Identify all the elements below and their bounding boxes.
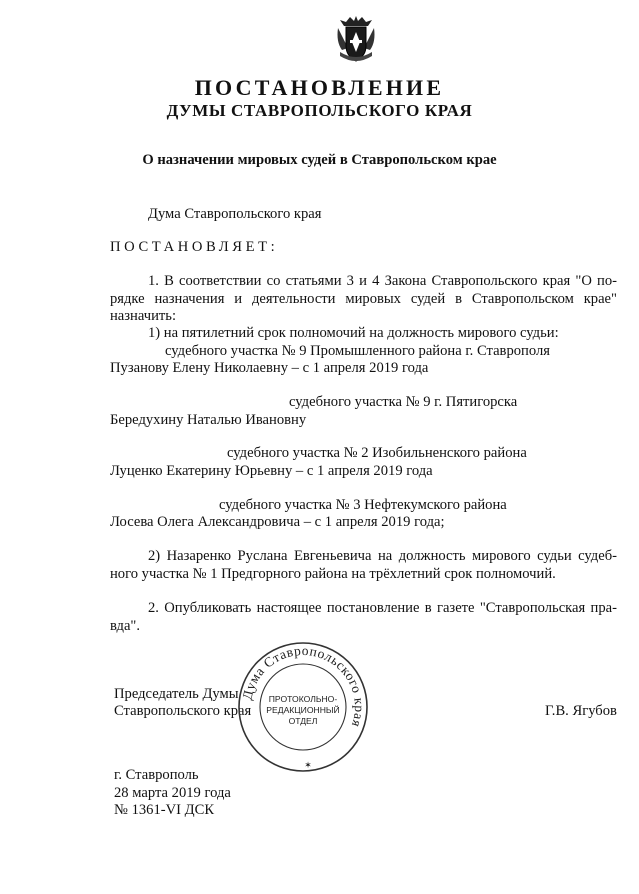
- preamble: Дума Ставропольского края: [148, 206, 322, 222]
- stamp-inner-line2: РЕДАКЦИОННЫЙ: [266, 705, 340, 715]
- item1-sub2-line1-text: 2) Назаренко Руслана Евгеньевича на должность мирового судьи судеб-: [148, 548, 617, 564]
- decree-heading: ПОСТАНОВЛЯЕТ:: [110, 239, 279, 255]
- item1-sub1: 1) на пятилетний срок полномочий на должность мирового судьи:: [148, 325, 559, 341]
- appointment-district: судебного участка № 3 Нефтекумского района: [219, 497, 507, 513]
- item2-line1-text: 2. Опубликовать настоящее постановление в газете "Ставропольская пра-: [148, 600, 617, 616]
- appointment-district: судебного участка № 9 г. Пятигорска: [289, 394, 518, 410]
- item1-line1-text: 1. В соответствии со статьями 3 и 4 Закона Ставропольского края "О по-: [148, 273, 617, 289]
- stamp-outer-text: Дума Ставропольского края: [239, 642, 368, 730]
- footer-city: г. Ставрополь: [114, 767, 199, 783]
- item1-sub2-line1: [110, 547, 617, 565]
- stamp-inner-line1: ПРОТОКОЛЬНО-: [268, 694, 338, 704]
- appointment-person: Луценко Екатерину Юрьевну – с 1 апреля 2019 года: [110, 463, 433, 479]
- item1-line1: [110, 272, 617, 290]
- item1-line2-text: рядке назначения и деятельности мировых судей в Ставропольском крае": [110, 291, 617, 307]
- footer-date: 28 марта 2019 года: [114, 785, 231, 801]
- stamp-star: ✶: [304, 760, 312, 770]
- document-subject: О назначении мировых судей в Ставропольском крае: [142, 152, 497, 168]
- signatory-position-line1: Председатель Думы: [114, 686, 239, 702]
- item1-line3: назначить:: [110, 308, 176, 324]
- appointment-person: Лосева Олега Александровича – с 1 апреля 2019 года;: [110, 514, 445, 530]
- signatory-name: Г.В. Ягубов: [545, 703, 617, 719]
- signatory-position-line2: Ставропольского края: [114, 703, 252, 719]
- coat-of-arms-emblem: [334, 12, 378, 66]
- item2-line2: вда".: [110, 618, 141, 634]
- document-subtitle: ДУМЫ СТАВРОПОЛЬСКОГО КРАЯ: [166, 101, 473, 120]
- appointment-district: судебного участка № 9 Промышленного района г. Ставрополя: [165, 343, 550, 359]
- appointment-district: судебного участка № 2 Изобильненского района: [227, 445, 527, 461]
- stamp-inner-line3: ОТДЕЛ: [288, 716, 318, 726]
- appointment-person: Пузанову Елену Николаевну – с 1 апреля 2019 года: [110, 360, 429, 376]
- official-stamp: [236, 640, 370, 774]
- appointment-person: Бередухину Наталью Ивановну: [110, 412, 307, 428]
- item1-line2: [110, 290, 617, 308]
- footer-number: № 1361-VI ДСК: [114, 802, 215, 818]
- document-title: ПОСТАНОВЛЕНИЕ: [194, 75, 445, 100]
- item2-line1: [110, 599, 617, 617]
- item1-sub2-line2: ного участка № 1 Предгорного района на трёхлетний срок полномочий.: [110, 566, 556, 582]
